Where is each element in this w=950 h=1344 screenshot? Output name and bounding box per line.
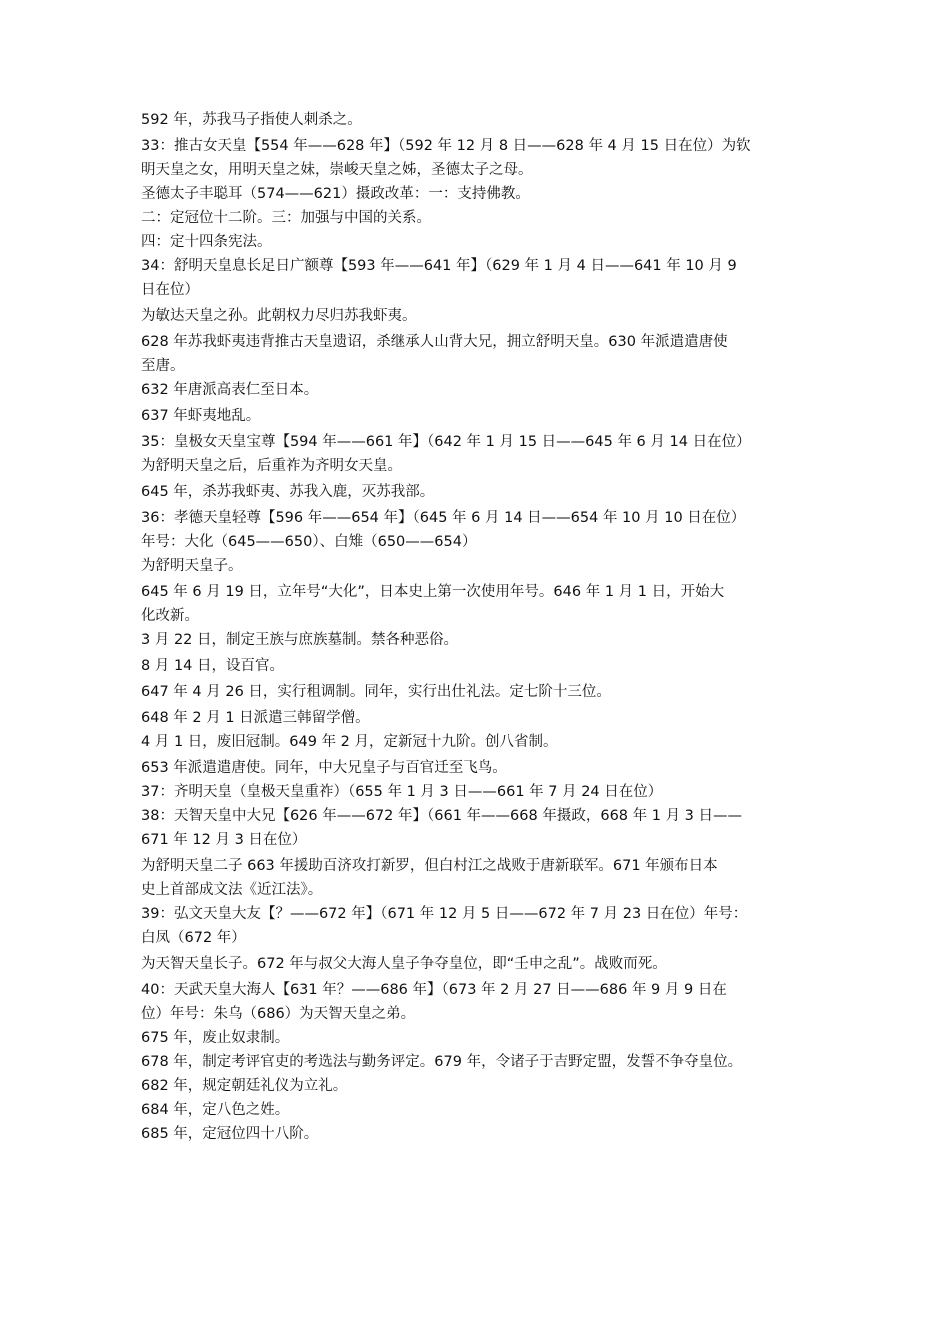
- text-line: 38：天智天皇中大兄【626 年——672 年】（661 年——668 年摄政，668 年 1 月 3 日——: [141, 808, 743, 824]
- text-line: 682 年，规定朝廷礼仪为立礼。: [141, 1078, 348, 1094]
- text-line: 39：弘文天皇大友【？——672 年】（671 年 12 月 5 日——672 年 7 月 23 日在位）年号：: [141, 906, 748, 922]
- text-line: 史上首部成文法《近江法》。: [141, 882, 323, 898]
- text-line: 40：天武天皇大海人【631 年？——686 年】（673 年 2 月 27 日——686 年 9 月 9 日在: [141, 982, 727, 998]
- text-line: 为敏达天皇之孙。此朝权力尽归苏我虾夷。: [141, 308, 417, 324]
- text-line: 637 年虾夷地乱。: [141, 408, 261, 424]
- text-line: 为天智天皇长子。672 年与叔父大海人皇子争夺皇位，即“壬申之乱”。战败而死。: [141, 956, 667, 972]
- text-line: 四：定十四条宪法。: [141, 234, 272, 250]
- text-line: 明天皇之女，用明天皇之妹，崇峻天皇之姊，圣德太子之母。: [141, 162, 533, 178]
- text-line: 684 年，定八色之姓。: [141, 1102, 290, 1118]
- text-line: 648 年 2 月 1 日派遣三韩留学僧。: [141, 710, 370, 726]
- text-line: 628 年苏我虾夷违背推古天皇遗诏，杀继承人山背大兄，拥立舒明天皇。630 年派遣遣唐使: [141, 334, 728, 350]
- text-line: 年号：大化（645——650）、白雉（650——654）: [141, 534, 477, 550]
- text-line: 675 年，废止奴隶制。: [141, 1030, 290, 1046]
- text-line: 8 月 14 日，设百官。: [141, 658, 285, 674]
- text-line: 为舒明天皇之后，后重祚为齐明女天皇。: [141, 458, 402, 474]
- text-line: 33：推古女天皇【554 年——628 年】（592 年 12 月 8 日——628 年 4 月 15 日在位）为钦: [141, 138, 751, 154]
- text-line: 632 年唐派高表仁至日本。: [141, 382, 319, 398]
- text-line: 3 月 22 日，制定王族与庶族墓制。禁各种恶俗。: [141, 632, 459, 648]
- text-line: 645 年，杀苏我虾夷、苏我入鹿，灭苏我部。: [141, 484, 435, 500]
- text-line: 为舒明天皇二子 663 年援助百济攻打新罗，但白村江之战败于唐新联军。671 年颁布日本: [141, 858, 718, 874]
- text-line: 位）年号：朱乌（686）为天智天皇之弟。: [141, 1006, 416, 1022]
- text-line: 圣德太子丰聪耳（574——621）摄政改革：一：支持佛教。: [141, 186, 530, 202]
- text-line: 678 年，制定考评官吏的考选法与勤务评定。679 年，令诸子于吉野定盟，发誓不争夺皇位。: [141, 1054, 743, 1070]
- text-line: 37：齐明天皇（皇极天皇重祚）（655 年 1 月 3 日——661 年 7 月 24 日在位）: [141, 784, 663, 800]
- text-line: 671 年 12 月 3 日在位）: [141, 832, 307, 848]
- text-line: 化改新。: [141, 608, 199, 624]
- text-line: 36：孝德天皇轻尊【596 年——654 年】（645 年 6 月 14 日——654 年 10 月 10 日在位）: [141, 510, 746, 526]
- text-line: 二：定冠位十二阶。三：加强与中国的关系。: [141, 210, 431, 226]
- document-body: [141, 108, 831, 1146]
- text-line: 592 年，苏我马子指使人刺杀之。: [141, 112, 362, 128]
- text-line: 为舒明天皇子。: [141, 558, 243, 574]
- text-line: 4 月 1 日，废旧冠制。649 年 2 月，定新冠十九阶。创八省制。: [141, 734, 558, 750]
- text-line: 日在位）: [141, 282, 199, 298]
- text-line: 653 年派遣遣唐使。同年，中大兄皇子与百官迁至飞鸟。: [141, 760, 507, 776]
- text-line: 35：皇极女天皇宝尊【594 年——661 年】（642 年 1 月 15 日——645 年 6 月 14 日在位）: [141, 434, 751, 450]
- text-line: 至唐。: [141, 358, 185, 374]
- text-line: 34：舒明天皇息长足日广额尊【593 年——641 年】（629 年 1 月 4 日——641 年 10 月 9: [141, 258, 737, 274]
- text-line: 647 年 4 月 26 日，实行租调制。同年，实行出仕礼法。定七阶十三位。: [141, 684, 611, 700]
- text-line: 685 年，定冠位四十八阶。: [141, 1126, 319, 1142]
- text-line: 645 年 6 月 19 日，立年号“大化”，日本史上第一次使用年号。646 年 1 月 1 日，开始大: [141, 584, 725, 600]
- text-line: 白凤（672 年）: [141, 930, 246, 946]
